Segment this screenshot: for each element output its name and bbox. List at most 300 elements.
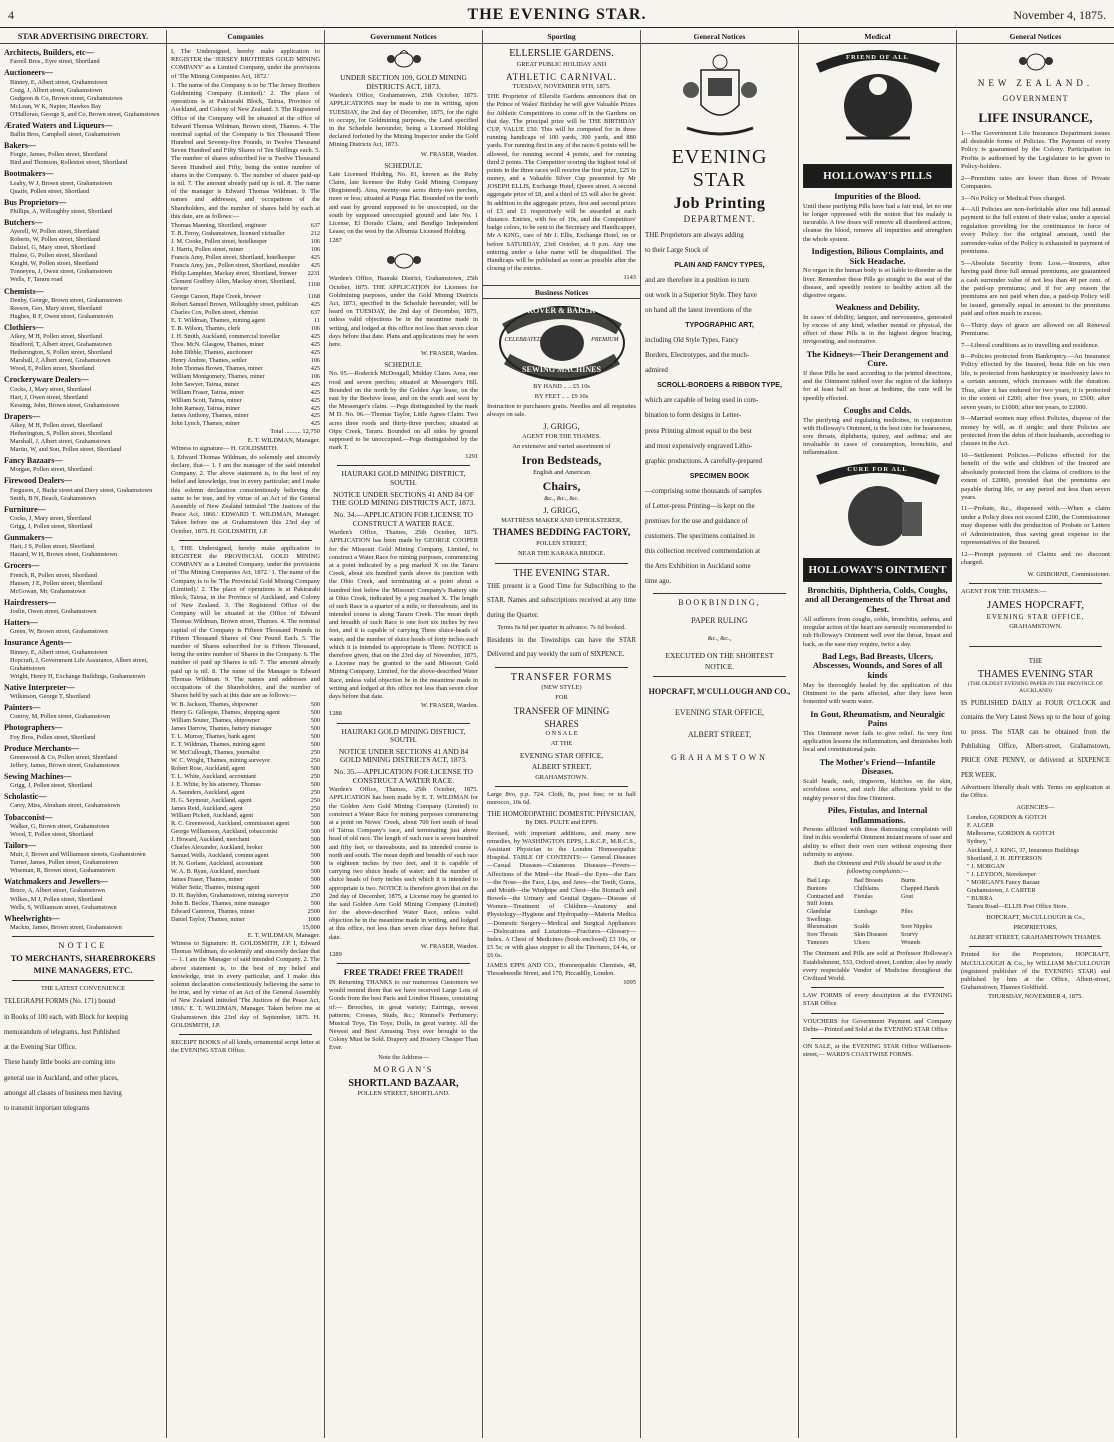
directory-group [4,813,162,839]
ellerslie-heading: ELLERSLIE GARDENS. [509,48,614,59]
directory-group [4,703,162,721]
directory-group [4,68,162,118]
column-sporting [482,30,640,1438]
grigg-name-2: J. GRIGG, [543,505,580,516]
column-government [324,30,482,1438]
directory-group [4,121,162,139]
pills-sections [803,192,952,457]
proprietors-firm: HOPCRAFT, McCULLOUGH & Co., [986,913,1085,921]
share-count: 250 [310,891,320,899]
directory-category: Clothiers— [4,322,44,332]
insurance-item: 7—Liberal conditions as to travelling and residence. [961,341,1100,349]
directory-group [4,618,162,636]
divider [811,1013,944,1014]
medical-section-heading: The Mother's Friend—Infantile Diseases. [819,756,936,777]
hopcraft-name: JAMES HOPCRAFT, [987,598,1084,611]
divider [811,987,944,988]
divider [495,786,628,787]
directory-entry: Phillips, A, Willoughby street, Shortland [10,207,113,215]
oldest-paper: (THE OLDEST EVENING PAPER IN THE PROVINCE OF AUCKLAND) [967,681,1104,695]
new-zealand: NEW ZEALAND. [977,78,1094,88]
imprint: Printed for the Proprietors, HOPCRAFT, McCULLOUGH & Co., by WILLIAM McCULLOUGH (registered publisher of the EVENING STAR) and published by him at the Office, Albert-street, Grahamstown, Thames Goldfield. [961,951,1110,992]
morgans: MORGAN'S [373,1063,434,1074]
directory-entry: Cocks, J, Mary street, Shortland [10,385,91,393]
table-row [171,844,320,852]
directory-entry: Denby, George, Brown street, Grahamstown [10,296,122,304]
shareholder-name: John Dibble, Thames, auctioneer [171,348,253,356]
insurance-item: 4—All Policies are non-forfeitable after one full annual payment to the full extent of their value, under a special regulation providing for the continuance in force of every Policy for the original amount, until the surrender-value of the Policy is exhausted in payment of premiums. [961,206,1110,256]
directory-entry: Binney, E, Albert street, Grahamstown [10,648,108,656]
agency-entry: Melbourne, GORDON & GOTCH [967,830,1055,838]
share-count: 425 [310,388,320,396]
directory-group [4,744,162,770]
shareholder-name: John Sawyer, Tairua, miner [171,380,239,388]
schedule-heading: SCHEDULE. [384,161,423,170]
declaration-2: Witness to Signature: H. GOLDSMITH, J.P. I, Edward Thomas Wildman, do solemnly and sincerely declare that— 1. I am the Manager of said intended Company. 2. The above statement is, to the best of my belief and knowledge, true in every particular, and I make this solemn declaration conscientiously believing the same to be true, and by virtue of an Act of the General Assembly of New Zealand intituled 'The Justices of the Peace Act, 1866.' E. T. WILDMAN, Manager. Taken before me at Grahamstown this 23rd day of September, 1875. H. GOLDSMITH, J.P. [171,939,320,1029]
table-row [171,270,320,278]
table-row [171,325,320,333]
directory-entry: Knight, W, Pollen street, Shortland [10,260,98,268]
insurance-item: 6—Thirty days of grace are allowed on all Renewal Premiums. [961,321,1110,338]
job-printing-line: Borders, Electrotypes, and the much- [645,351,750,360]
table-row [171,293,320,301]
convenience-heading: THE LATEST CONVENIENCE [40,985,126,993]
medical-section-heading: Bronchitis, Diphtheria, Colds, Coughs, and all Derangements of the Throat and Chest. [804,584,951,615]
share-count: 500 [310,844,320,852]
directory-entry: McLean, W K, Napier, Hawkes Bay [10,102,102,110]
column-heading: General Notices [641,30,798,44]
share-count: 250 [310,748,320,756]
directory-entry: Wright, Henry H, Exchange Buildings, Grahamstown [10,672,146,680]
directory-entry: Green, W, Brown street, Grahamstown [10,628,108,636]
share-count: 250 [310,756,320,764]
bedding-factory: THAMES BEDDING FACTORY, [492,528,631,539]
table-row [171,900,320,908]
job-printing-line: graphic productions. A carefully-prepared [645,456,763,465]
holiday-subheading: GREAT PUBLIC HOLIDAY AND [516,60,607,68]
directory-group [4,198,162,216]
column-heading: Companies [167,30,324,44]
directory-entry: Aikey, M H, Pollen street, Shortland [10,421,102,429]
share-count: 637 [310,309,320,317]
agency-entry: " BURRA [967,894,993,902]
district-heading: HAURAKI GOLD MINING DISTRICT, SOUTH. [341,469,466,488]
shareholder-name: T. L. Murray, Thames, bank agent [171,733,256,741]
directory-entry: Forgie, James, Pollen street, Shortland [10,151,107,159]
telegraph-line: to transmit important telegrams [4,1105,90,1113]
job-printing-line: which are capable of being used in com- [645,396,759,405]
iron-bedsteads: Iron Bedsteads, [521,453,602,468]
vouchers-notice: VOUCHERS for Government Payment and Company Debts—Printed and Sold at the EVENING STAR Office [803,1017,952,1033]
subscription-text: THE present is a Good Time for Subscribing to the STAR. Names and subscriptions received at any time during the Quarter. [487,583,636,619]
shareholder-name: Thomas Manning, Shortland, engineer [171,221,267,229]
notice-number: 1143 [623,274,636,282]
logo-left-text: CELEBRATED [504,336,542,343]
table-row [171,381,320,389]
table-row [171,701,320,709]
directory-entry: Binney, E, Albert street, Grahamstown [10,78,108,86]
table-row [171,254,320,262]
share-count: 500 [310,899,320,907]
column-medical [798,30,956,1438]
medical-section-text: If these Pills be used according to the printed directions, and the Ointment rubbed over the region of the kidneys for at least half an hour at bedtime, the cure will be speedily effected. [803,370,952,402]
directory-entry: Wells, F, Tararu road [10,276,63,284]
directory-entry: Tonneyeu, J, Owen street, Grahamstown [10,268,113,276]
directory-list [4,48,162,932]
shareholder-name: D. H. Bayldon, Grahamstown, mining surveyor [171,891,289,899]
directory-category: Butchers— [4,217,43,227]
directory-entry: Ballin Bros, Campbell street, Grahamstown [10,130,121,138]
job-printing-line: of Letter-press Printing—is kept on the [645,501,755,510]
on-sale: O N S A L E [545,730,578,738]
warden-signature: W. FRASER, Warden. [420,702,478,710]
water-race-notice: Warden's Office, Thames, 25th October, 1875. APPLICATION has been made by GEORGE COOPER for the Missouri Gold Mining Company, Limited, to construct a Water Race for mining purposes, commencing at a point indicated by a peg marked X on the Tararu Creek, about six hundred yards above its junction with the Ohio Creek, and terminating at a point about a hundred feet below the Missouri Company's Battery site at Ohio Creek, indicated by a peg marked X. The length of such Race is a quarter of a mile, or thereabouts, and its intended course is along Tararu Creek. The mean depth and breadth of such Race is one foot six inches by two feet, and it is capable of carrying Three sluice-heads of water, and the number of sluice heads of forty inches each which it is intended to appropriate is Three. NOTICE is therefore given, that on the 23rd day of November, 1875, a License may be granted to the said Missouri Gold Mining Company, Limited, for the above-described Water Race, unless valid objection be in the meantime made in writing and lodged at this office not less than seven clear days before that date. [329,529,478,700]
insurance-item: 9—Married women may effect Policies, dispose of the money by will, as if single; and their Policies are protected from the debts of their husbands, according to clauses in the Act. [961,415,1110,448]
divider [179,1034,312,1035]
agency-entry: Shortland, J. H. JEFFERSON [967,854,1042,862]
shareholder-name: Robert Rose, Auckland, agent [171,764,246,772]
registration-notice-jersey: I, The Undersigned, hereby make application to REGISTER the 'JERSEY BROTHERS GOLD MINING COMPANY' as a Limited Company, under the provisions of 'The Mining Companies Act, 1872.' [171,48,320,80]
divider [337,723,470,724]
shareholder-name: George Williamson, Auckland, tobacconist [171,828,278,836]
directory-entry: French, R, Pollen street, Shortland [10,571,97,579]
etc-text: &c., &c., [707,634,732,642]
shareholder-name: John Lynch, Thames, miner [171,420,240,428]
job-printing-line: bination to form designs in Letter- [645,411,742,420]
complaint-item: Chapped Hands [901,886,940,893]
share-count: 500 [310,828,320,836]
shareholder-name: W. B. Jackson, Thames, shipowner [171,701,258,709]
directory-entry: Mackin, James, Brown street, Grahamstown [10,923,122,931]
paper-ruling: PAPER RULING [691,616,748,626]
medical-section-heading: Coughs and Colds. [843,404,912,415]
notice-subheading-2: MINE MANAGERS, ETC. [33,965,133,976]
notice-text: NOTICE. [704,662,735,672]
table-row [171,373,320,381]
medical-section-text: Scald heads, rash, ringworm, blotches on the skin, scrofulous sores, and such like affections yield to the mighty power of this fine Ointment. [803,778,952,802]
table-row [171,309,320,317]
notice-number: 1289 [329,951,342,959]
directory-entry: Hansen, J E, Pollen street, Shortland [10,579,102,587]
share-count: 425 [310,261,320,269]
directory-entry: Walker, G, Brown street, Grahamstown [10,822,110,830]
complaint-item: Burns [901,878,916,885]
table-row [171,317,320,325]
share-count: 500 [310,741,320,748]
job-printing-line: PLAIN AND FANCY TYPES, [674,262,765,269]
divider [495,667,628,668]
directory-entry: Hetherington, S, Pollen street, Shortland [10,430,112,438]
directory-entry: Hughes, R F, Owen street, Grahamstown [10,312,114,320]
directory-group [4,792,162,810]
table-row [171,222,320,230]
complaint-item: Ulcers [854,939,870,946]
medical-section-text: Persons afflicted with these distressing complaints will find in this wonderful Ointment instant means of ease and ability to effect their own cure without exposing their infirmity to anyone. [803,826,952,858]
agency-entry: " J. MORGAN [967,862,1005,870]
shortland-bazaar: SHORTLAND BAZAAR, [348,1077,459,1089]
notice-subheading: TO MERCHANTS, SHAREBROKERS [10,952,156,963]
job-printing-line: to their Large Stock of [645,245,709,254]
medical-section-heading: Indigestion, Bilious Complaints, and Sick Headache. [811,245,944,266]
table-row [171,892,320,900]
shareholder-name: James Fraser, Thames, miner [171,875,243,883]
table-row [171,397,320,405]
ointment-sections [803,586,952,859]
shareholder-name: J. M. Cooke, Pollen street, hotelkeeper [171,237,268,245]
homoeopathic-heading: THE HOMOEOPATHIC DOMESTIC PHYSICIAN, [487,810,636,819]
share-count: 637 [310,221,320,229]
share-count: 500 [310,780,320,788]
shareholder-name: James Reid, Auckland, agent [171,804,243,812]
free-trade-text: IN Returning THANKS to our numerous Customers we would remind them that we have received Large Lots of Goods from the best Paris and London Houses, consisting of:— Brooches, in great variety; Earrings, newest patterns; Crosses, Studs, &c.; Rimmel's Perfumery; Musical Toys, Tin Toys; Dolls, in great variety. All the Newest and Best Amusing Toys ever brought to the Colony Must be Sold. Drapery and Hosiery Cheaper Than Ever. [329,978,478,1052]
proprietors-address: ALBERT STREET, GRAHAMSTOWN THAMES. [969,934,1102,942]
table-row [171,389,320,397]
water-race-heading: No. 35.—APPLICATION FOR LICENSE TO CONSTRUCT A WATER RACE. [334,767,473,785]
divider [653,676,786,677]
directory-entry: Hetherington, S, Pollen street, Shortland [10,349,112,357]
district-heading: HAURAKI GOLD MINING DISTRICT, SOUTH. [341,726,466,745]
albert-street: ALBERT STREET, [687,730,752,740]
insurance-item: 1—The Government Life Insurance Department issues all desirable forms of Policies. The Payment of every Policy is guaranteed by the Colony. Participation in Profits is authorised by the Legislature to be given to Policy-holders. [961,129,1110,171]
directory-entry: Grigg, J, Pollen street, Shortland [10,782,93,790]
agency-entry: " J. LEYDON, Storekeeper [967,870,1036,878]
assortment-text: An extensive and varied assortment of [512,443,611,451]
directory-category: Watchmakers and Jewellers— [4,877,108,887]
table-row [171,908,320,916]
office-name: EVENING STAR OFFICE, [986,612,1085,621]
table-row [171,349,320,357]
share-count: 500 [310,820,320,828]
table-row [171,876,320,884]
directory-category: Hairdressers— [4,597,56,607]
directory-entry: O'Halloran, George S, and Co, Brown street, Grahamstown [10,110,160,118]
shareholder-name: A. Saunders, Auckland, agent [171,788,245,796]
share-count: 250 [310,804,320,812]
directory-entry: Jeffery, James, Brown street, Grahamstown [10,761,120,769]
shareholder-name: Francis Amy, jun., Pollen street, Shortland, moulder [171,261,300,269]
notice-heading: UNDER SECTION 109, GOLD MINING DISTRICTS ACT, 1873. [340,73,467,91]
job-printing-line: and most expensively engraved Litho- [645,441,753,450]
job-printing: Job Printing [673,195,766,212]
shareholder-name: James Darrow, Thames, battery manager [171,725,272,733]
on-sale-notice: ON SALE, at the EVENING STAR Office Williamson-street,— WARD'S COASTWISE FORMS. [803,1042,952,1059]
table-row [171,741,320,749]
table-row [171,733,320,741]
complaint-item: Bad Breasts [854,878,883,885]
shareholder-name: William Montgomery, Thames, miner [171,372,265,380]
complaint-item: Glandular Swellings [807,909,831,923]
chairs: Chairs, [542,479,581,494]
shareholder-name: George Carson, Hape Creek, brewer [171,293,261,301]
job-printing-line: the Arts Exhibition in Auckland some [645,561,751,570]
divider [969,583,1102,584]
holloway-ointment-banner: HOLLOWAY'S OINTMENT [803,558,952,582]
share-count: 250 [310,788,320,796]
directory-entry: Marshall, J, Albert street, Grahamstown [10,357,111,365]
directory-entry: Wood, T, Pollen street, Shortland [10,830,94,838]
share-count: 500 [310,883,320,891]
shareholder-name: J. E. White, by his attorney, Thomas [171,780,261,788]
insurance-item: 3—No Policy or Medical Fees charged. [961,194,1066,202]
imprint-date: THURSDAY, NOVEMBER 4, 1875. [988,993,1083,1001]
table-row [171,230,320,238]
department: DEPARTMENT. [683,214,756,225]
address-note: Note the Address— [378,1053,429,1061]
directory-entry: Kessing, John, Brown street, Grahamstown [10,401,120,409]
declaration: I, Edward Thomas Wildman, do solemnly and sincerely declare, that— 1. I am the manager of the said intended Company. 2. The above statement is, to the best of my belief and knowledge, true in every particular; and I make this solemn declaration conscientiously believing the same to be true, and by virtue of an Act of the General Assembly of New Zealand intituled 'The Justices of the Peace Act, 1866.' EDWARD T. WILDMAN, Manager. Taken before me at Grahamstown this 23rd day of October, 1875. H. GOLDSMITH, J.P. [171,453,320,535]
telegraph-line: at the Evening Star Office. [4,1044,77,1052]
table-row [171,757,320,765]
directory-entry: Leahy, W J, Brown street, Grahamstown [10,179,113,187]
agency-entry: F. ALGER [967,822,994,830]
job-printing-text [645,228,794,589]
directory-entry: Greenwood & Co, Pollen street, Shortland [10,753,117,761]
job-printing-line: on hand all the latest inventions of the [645,306,752,315]
share-count: 2500 [307,907,320,915]
column-heading: General Notices [957,30,1114,44]
shareholder-name: Francis Amy, Pollen street, Shortland, hotelkeeper [171,253,296,261]
directory-group [4,218,162,285]
directory-entry: Reeson, Geo, Mary street, Shortland [10,304,102,312]
advertisers-text: Advertisers liberally dealt with. Terms on application at the Office. [961,783,1110,799]
table-row [171,828,320,836]
agencies-list [961,814,1110,911]
directory-group [4,638,162,680]
for-text: FOR [555,694,568,702]
logo-bottom-text: SEWING MACHINES [522,365,601,375]
directory-group [4,723,162,741]
agency-entry: Sydney, " [967,838,992,846]
telegraph-line: amongst all classes of business men having [4,1089,122,1097]
directory-category: Wheelwrights— [4,913,60,923]
medical-section-text: In cases of debility, languor, and nervousness, generated by excess of any kind, whether mental or physical, the effect of these Pills is in the highest degree bracing, invigorating, and restorative. [803,313,952,346]
table-row [171,860,320,868]
shareholder-name: H. G. Seymour, Auckland, agent [171,796,252,804]
column-heading: Medical [799,30,956,44]
commissioner-signature: W. GISBORNE, Commissioner. [1027,570,1110,578]
directory-category: Ærated Waters and Liqueurs— [4,120,113,130]
medical-section-text: Until these purifying Pills have had a fair trial, let no one be longer oppressed with the notion that his malady is incurable. A few doses will remove all disordered actions, cleanse the blood, remove all impurities and strengthen the whole system. [803,202,952,243]
shareholder-name: Philip Lamphier, Mackay street, Shortland, brewer [171,269,297,277]
directory-entry: Farrell Bros., Eyre street, Shortland [10,58,100,66]
directory-entry: Ferguson, J, Burke street and Davy street, Grahamstown [10,486,153,494]
notice-heading: NOTICE [58,939,108,950]
medical-section-heading: In Gout, Rheumatism, and Neuralgic Pains [810,708,945,729]
bookbinding: BOOKBINDING, [678,598,761,608]
instruction-text: Instruction to purchasers gratis. Needles and all requisites always on sale. [487,402,636,419]
directory-category: Native Interpreter— [4,682,75,692]
near-bridge: NEAR THE KARAKA BRIDGE. [518,550,605,558]
complaint-item: Sore Throats [807,932,838,939]
share-count: 500 [310,764,320,772]
share-count: 106 [310,356,320,364]
directory-category: Photographers— [4,723,63,733]
directory-group [4,772,162,790]
complaint-item: Lumbago [854,909,877,916]
shareholder-name: H. N. Gorlane, Auckland, accountant [171,860,263,868]
complaint-item: Bunions [807,886,828,893]
logo-top-text: GROVER & BAKER'S [521,305,602,315]
telegraph-line: TELEGRAPH FORMS (No. 171) bound [4,998,116,1006]
table-row [171,916,320,924]
royal-arms-icon [1016,50,1056,72]
table-row [171,420,320,428]
shareholder-name: Thos. McN. Glasgow, Thames, miner [171,341,264,348]
complaint-item: Wounds [901,939,921,946]
directory-entry: Bruce, A, Albert street, Grahamstown [10,887,105,895]
price-by-feet: BY FEET .. .. £9 10s [534,392,589,400]
directory-category: Tailors— [4,840,36,850]
coat-of-arms-icon [681,50,759,140]
table-row [171,301,320,309]
holloway-pills-illustration [806,48,950,160]
water-race-heading: No. 34.—APPLICATION FOR LICENSE TO CONSTRUCT A WATER RACE. [334,509,473,528]
share-count: 425 [310,253,320,261]
section-heading-business: Business Notices [483,285,640,299]
table-row [171,278,320,294]
medical-section-heading: Impurities of the Blood. [834,191,921,202]
directory-group [4,169,162,195]
share-count: 500 [310,860,320,868]
shareholder-name: E. T. Wildman, Thames, mining agent [171,741,265,748]
shareholder-name: Robert Samuel Brown, Willoughby street, publican [171,301,298,309]
complaint-item: Fistulas [854,893,873,900]
directory-entry: Wilkes, M J, Pollen street, Shortland [10,895,103,903]
directory-entry: McGowan, Mr, Grahamstown [10,587,86,595]
water-race-notice-2: Warden's Office, Thames, 25th October, 1875. APPLICATION has been made by E. T. WILDMAN for the Golden Arm Gold Mining Company (Limited) to construct a Water Race for mining purposes commencing at a point on Neves' Creek, about 700 feet south of head of Tairua Company's race, and terminating just above head of old race. The length of such race is seven hundred and fifty feet, or thereabouts, and its intended course is north and south. The mean depth and breadth of such race is eighteen inches by two feet, and it is capable of carrying two sluice heads of water; and the number of sluice heads of forty inches each which it is intended to appropriate is two. NOTICE is therefore given that on the 2nd day of December, 1875, a License may be granted to the said Golden Arm Gold Mining Company (Limited) for the above-described Water Race, unless valid objection be in the meantime made in writing, and lodged at this office, not less than seven clear days before that date. [329,786,478,941]
table-row [171,773,320,781]
notice-number: 1095 [623,978,636,986]
executed-text: EXECUTED ON THE SHORTEST [665,650,774,660]
law-forms-notice: LAW FORMS of every description at the EVENING STAR Office [803,992,952,1008]
directory-category: Produce Merchants— [4,743,80,753]
shareholder-name: J. Harris, Pollen street, miner [171,245,244,253]
complaint-item: Tumours [807,939,829,946]
directory-category: Furniture— [4,504,46,514]
job-printing-line: admired [645,366,668,375]
agent-text: AGENT FOR THE THAMES. [522,433,601,441]
directory-group [4,375,162,409]
divider [969,646,1102,647]
directory-entry: Bird and Thomson, Rolleston street, Shortland [10,159,128,167]
directory-entry: Wood, E, Pollen street, Shortland [10,365,94,373]
directory-entry: Hart, J S, Pollen street, Shortland [10,543,94,551]
job-printing-line: THE Proprietors are always adding [645,230,744,239]
directory-entry: Grigg, J, Pollen street, Shortland [10,523,93,531]
directory-entry: Hart, J, Owen street, Shortland [10,393,88,401]
medical-section-text: The purifying and regulating medicines, in conjunction with Holloway's Ointment, is the best cure for hoarseness, sore throats, diphtheria, quinsy, and asthma; and are invaluable in cases of consumption, bronchitis, and inflammation. [803,416,952,457]
manager-signature: E. T. WILDMAN, Manager. [247,436,320,444]
job-printing-line: and are therefore in a position to turn [645,276,749,285]
directory-category: Sewing Machines— [4,771,72,781]
share-count: 2231 [307,269,320,277]
office-name: EVENING STAR OFFICE, [519,750,604,760]
table-row [171,262,320,270]
directory-entry: Foy Bros, Pollen street, Shortland [10,733,96,741]
albert-street: ALBERT STREET, [531,762,592,772]
directory-group [4,48,162,66]
medical-section-text: This Ointment never fails to give relief. Its very first application lessens the inflammation, and diminishes both local and constitutional pain. [803,730,952,754]
directory-group [4,561,162,595]
shareholder-name: William Souter, Thames, shipowner [171,717,260,725]
government: GOVERNMENT [1002,94,1069,104]
holloway-footer: The Ointment and Pills are sold at Professor Holloway's Establishment, 533, Oxford street, London; also by nearly every respectable Vendor of Medicine throughout the Civilized World. [803,950,952,982]
complaints-list-heading: Both the Ointment and Pills should be used in the following complaints:— [814,860,941,876]
carnival-text: THE Proprietor of Ellerslie Gardens announces that on the Prince of Wales' Birthday he will give Valuable Prizes for Athletic Competitions to come off in the Gardens on that day. The principal prize will be THE BIRTHDAY CUP, VALUE £50. This will be competed for in three running handicaps of 100 yards, 300 yards, and 880 yards. For running first in any of the races 6 points will be allowed, for running second 4 points, and for running third 2 points. The Competitor scoring the highest total of points in the three races will receive the first prize, £25 in money, and a Valuable Silver Cup presented by Mr JOSEPH ELLIS, Exchange Hotel, Queen street. A second aggregate prize of £8, and a third of £5 will also be given. In addition to the aggregate prizes, first and second prizes of £3 and £1 respectively will be awarded at each distance. Entries, with fee of 10s, and the Competitors' badge colors, to be sent to the Secretary and Handicapper, Mr A KING, care of Mr J. Ellis, Exchange Hotel, on or before SATURDAY, 23rd October, at 9 p.m. Any one entering under a false name will be disqualified. The Handicaps will be published as soon as possible after the closing of the entries. [487,93,636,273]
complaint-item: Contracted and Stiff Joints [807,893,844,908]
directory-category: Tobacconist— [4,812,53,822]
thames-evening-star: THAMES EVENING STAR [977,668,1094,680]
